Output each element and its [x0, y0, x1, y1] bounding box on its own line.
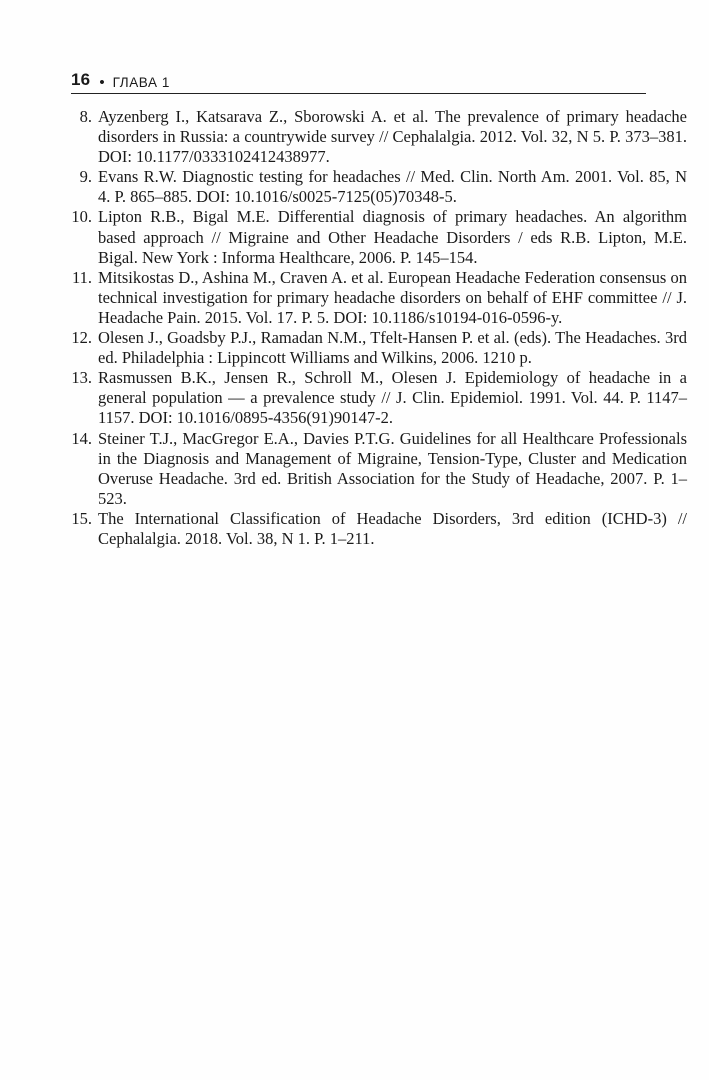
- reference-item: [71, 328, 687, 368]
- reference-item: [71, 509, 687, 549]
- reference-item: [71, 207, 687, 267]
- reference-number: 8.: [79, 107, 92, 126]
- reference-item: [71, 429, 687, 509]
- reference-item: [71, 368, 687, 428]
- header-separator: •: [99, 74, 105, 91]
- page-number: 16: [71, 70, 91, 89]
- reference-text: Lipton R.B., Bigal M.E. Differential diagnosis of primary headaches. An algorithm based approach // Migraine and Other Headache Disorders / eds R.B. Lipton, M.E. Bigal. New York : Informa Healthcare, 2006. P. 145–154.: [98, 207, 687, 267]
- chapter-title: ГЛАВА 1: [112, 75, 171, 90]
- reference-text: Steiner T.J., MacGregor E.A., Davies P.T.G. Guidelines for all Healthcare Professionals in the Diagnosis and Management of Migraine, Tension-Type, Cluster and Medication Overuse Headache. 3rd ed. British Association for the Study of Headache, 2007. P. 1–523.: [98, 428, 687, 508]
- reference-item: [71, 167, 687, 207]
- reference-number: 10.: [71, 207, 92, 227]
- reference-number: 9.: [79, 167, 92, 187]
- reference-text: Ayzenberg I., Katsarava Z., Sborowski A. et al. The prevalence of primary headache disorders in Russia: a countrywide survey // Cephalalgia. 2012. Vol. 32, N 5. P. 373–381. DOI: 10.1177/0333102412438977.: [98, 107, 687, 167]
- reference-number: 13.: [71, 368, 92, 388]
- reference-text: Evans R.W. Diagnostic testing for headaches // Med. Clin. North Am. 2001. Vol. 85, N 4. P. 865–885. DOI: 10.1016/s0025-7125(05)70348-5.: [98, 167, 687, 207]
- reference-list: [71, 107, 687, 549]
- reference-item: [71, 268, 687, 328]
- running-head: [71, 68, 646, 94]
- reference-text: The International Classification of Headache Disorders, 3rd edition (ICHD-3) // Cephalalgia. 2018. Vol. 38, N 1. P. 1–211.: [98, 508, 687, 548]
- reference-number: 14.: [71, 428, 92, 448]
- reference-number: 12.: [71, 328, 92, 348]
- reference-number: 11.: [71, 267, 92, 287]
- reference-number: 15.: [71, 508, 92, 528]
- reference-text: Olesen J., Goadsby P.J., Ramadan N.M., Tfelt-Hansen P. et al. (eds). The Headaches. 3rd ed. Philadelphia : Lippincott Williams and Wilkins, 2006. 1210 p.: [98, 328, 687, 368]
- reference-item: [71, 107, 687, 167]
- reference-text: Mitsikostas D., Ashina M., Craven A. et al. European Headache Federation consensus on technical investigation for primary headache disorders on behalf of EHF committee // J. Headache Pain. 2015. Vol. 17. P. 5. DOI: 10.1186/s10194-016-0596-y.: [98, 267, 687, 327]
- reference-text: Rasmussen B.K., Jensen R., Schroll M., Olesen J. Epidemiology of headache in a general population — a prevalence study // J. Clin. Epidemiol. 1991. Vol. 44. P. 1147–1157. DOI: 10.1016/0895-4356(91)90147-2.: [98, 368, 687, 428]
